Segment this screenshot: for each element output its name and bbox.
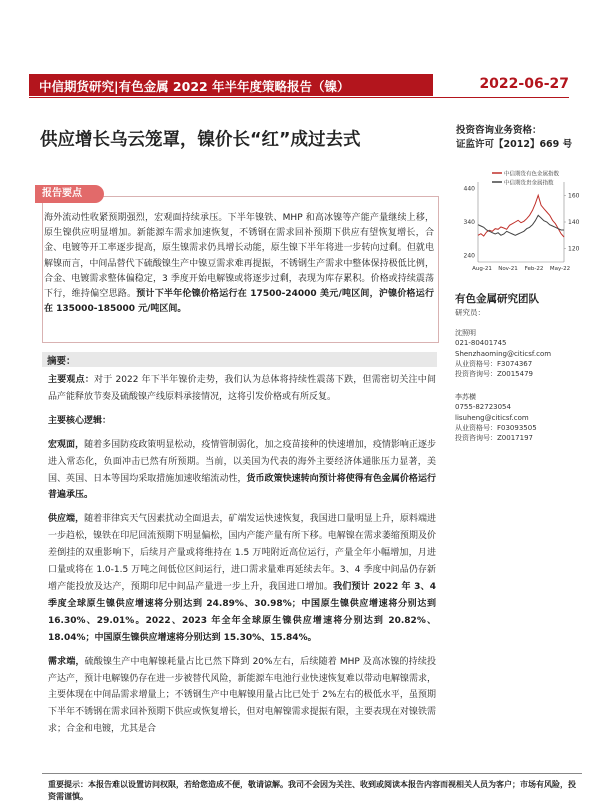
analyst-email[interactable]: Shenzhaoming@citicsf.com [455,349,552,358]
x-tick-label: Nov-21 [498,266,518,272]
footer-rule [42,773,582,774]
right-tick-label: 120 [568,245,580,253]
abstract-label: 摘要： [47,356,76,367]
analyst-card [455,392,595,443]
analyst-phone: 0755-82723054 [455,403,511,412]
left-tick-label: 240 [463,252,475,260]
paragraph-text: 随着菲律宾天气因素扰动全面退去，矿端发运快速恢复，我国进口量明显上升，原料端进一步趋松，镍铁在印尼回流预期下明显偏松，国内产能产量有所下移。电解镍在需求萎缩预期及价差倒挂的双重影响下，后续月产量或将维持在 1.5 万吨附近高位运行，产量全年小幅增加，月进口量或将在 1.0-1.5 万吨之间低位区间运行，进口需求量难再延续去年。3、4 季度中间品仍存新增产能投放及达产，预期印尼中间品产量进一步上升，我国进口增加。 [48,514,436,592]
summary-tag: 报告要点 [35,185,104,203]
paragraph-text: 随着多国防疫政策明显松动，疫情管制弱化，加之疫苗接种的快速增加，疫情影响正逐步进入常态化，负面冲击已然有所预期。当前，以美国为代表的海外主要经济体通胀压力显著，美国、英国、日本等国均采取措施加速收缩流动性， [48,439,436,484]
x-tick-label: May-22 [549,266,571,272]
analyst-license: 从业资格号：F03093505 [455,423,537,432]
left-tick-label: 440 [463,185,475,193]
header-title: 中信期货研究|有色金属 2022 年半年度策略报告（镍） [39,79,350,94]
analyst-advisory: 投资咨询号：Z0017197 [455,434,533,443]
footer-notice: 重要提示：本报告难以设置访问权限，若给您造成不便，敬请谅解。我司不会因为关注、收到或阅读本报告内容而视相关人员为客户；市场有风险，投资需谨慎。 [48,780,576,801]
paragraph-highlight: 我们预计 2022 年 3、4 季度全球原生镍供应增速将分别达到 24.89%、30.98%；中国原生镍供应增速将分别达到 16.30%、29.01%。2022、2023 年全年全球原生镍供应增速将分别达到 20.82%、18.04%；中国原生镍供应增速将分别达到 15.30%、15.84%。 [48,581,436,643]
report-body [48,372,436,745]
summary-forecast: 预计下半年伦镍价格运行在 17500-24000 美元/吨区间，沪镍价格运行在 135000-185000 元/吨区间。 [44,289,434,315]
qualification-license: 证监许可【2012】669 号 [456,139,573,150]
team-subtitle: 研究员： [455,308,485,317]
paragraph-main-view [48,372,436,406]
summary-plain: 海外流动性收紧预期强烈，宏观面持续承压。下半年镍铁、MHP 和高冰镍等产能产量继续上移，原生镍供应明显增加。新能源车需求加速恢复，不锈钢在需求回补预期下供应有望恢复增长，合金、电镀等开工率逐步提高，原生镍需求仍具增长动能，原生镍下半年将进一步转向过剩。但就电解镍而言，中间品替代下硫酸镍生产中镍豆需求难再提振，不锈钢生产需求中整体保持极低比例，合金、电镀需求整体偏稳定，3 季度开始电解镍或将逐步过剩，表现为库存累积。价格或持续震荡下行，维持偏空思路。 [44,213,434,300]
lead-label: 主要观点： [48,375,95,385]
report-header [29,74,569,98]
analyst-license: 从业资格号：F3074367 [455,359,533,368]
analyst-advisory: 投资咨询号：Z0015479 [455,370,533,379]
legend-label: 中信期货有色金属指数 [504,171,560,178]
right-tick-label: 140 [568,219,580,226]
left-tick-label: 340 [463,219,475,226]
legend-label: 中信期货贵金属指数 [504,180,554,187]
section-heading: 主要核心逻辑： [48,415,112,426]
analyst-phone: 021-80401745 [455,339,507,348]
right-tick-label: 160 [568,192,580,200]
analyst-card [455,328,595,379]
paragraph-macro [48,437,436,505]
analyst-email[interactable]: lisuheng@citicsf.com [455,413,529,422]
series-line [478,195,564,237]
paragraph-text: 硫酸镍生产中电解镍耗量占比已然下降到 20%左右，后续随着 MHP 及高冰镍的持续投产达产，预计电解镍仍存在进一步被替代风险，新能源车电池行业快速恢复难以带动电解镍需求，主要体现在中间品需求增量上；不锈钢生产中电解镍用量占比已处于 2%左右的极低水平，虽预期下半年不锈钢在需求回补预期下供应或恢复增长，但对电解镍需求提振有限，主要表现在对镍铁需求；合金和电镀，尤其是合 [48,656,436,735]
x-tick-label: Aug-21 [472,266,492,272]
analyst-name: 李苏横 [455,393,476,401]
header-band [29,74,433,96]
analyst-name: 沈照明 [455,329,476,337]
paragraph-highlight: 货币政策快速转向预计将使得有色金属价格运行普遍承压。 [48,473,436,501]
team-title: 有色金属研究团队 [455,293,539,305]
x-tick-label: Feb-22 [524,266,544,272]
summary-text [44,211,434,317]
qualification-block [456,124,572,152]
paragraph-text: 对于 2022 年下半年镍价走势，我们认为总体将持续性震荡下跌，但需密切关注中间品产能释放节奏及硫酸镍产线原料承接情况，这将引发价格或有所反复。 [48,375,436,402]
lead-label: 需求端， [48,656,85,667]
lead-label: 供应端， [48,514,85,525]
index-chart [452,168,592,278]
paragraph-core-logic [48,413,436,430]
lead-label: 宏观面， [48,439,85,450]
paragraph-supply [48,511,436,646]
paragraph-demand [48,654,436,739]
report-title: 供应增长乌云笼罩，镍价长“红”成过去式 [40,130,361,150]
abstract-bar [42,352,437,367]
header-rule [29,97,569,98]
qualification-label: 投资咨询业务资格： [456,125,542,136]
report-date: 2022-06-27 [479,76,569,92]
